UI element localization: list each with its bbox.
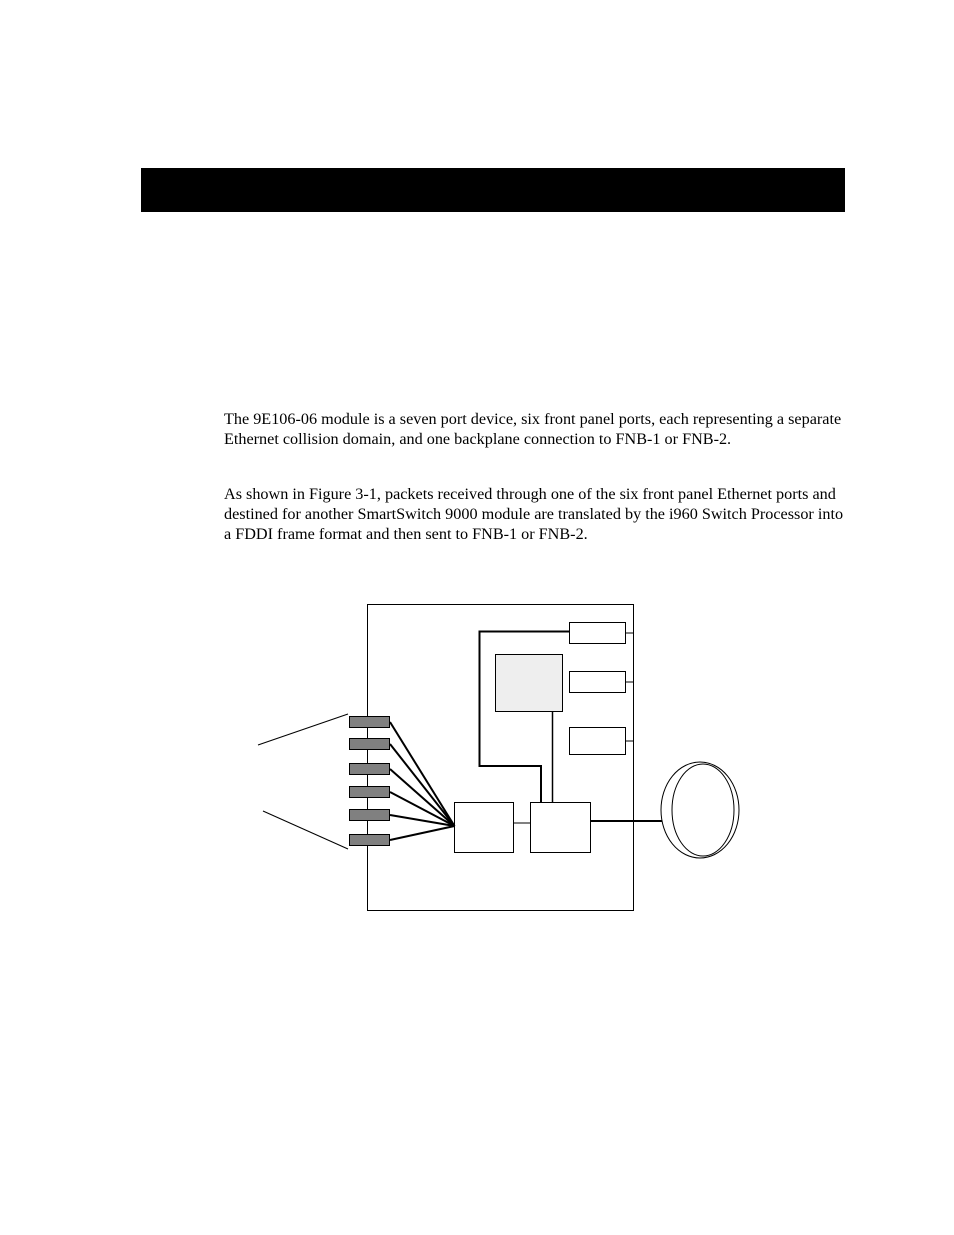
port-links	[390, 722, 455, 840]
internal-bus-line	[480, 632, 570, 803]
port-4	[350, 787, 390, 798]
callout-line-bottom	[263, 811, 348, 849]
front-panel-ports	[350, 717, 390, 846]
fddi-ring-inner	[672, 764, 734, 856]
switch-block	[531, 803, 591, 853]
interface-box-bottom	[570, 728, 626, 755]
fddi-ring-outer	[661, 762, 739, 858]
port-5	[350, 810, 390, 821]
port-6	[350, 835, 390, 846]
intro-paragraph: The 9E106-06 module is a seven port device, six front panel ports, each representing a separate Ethernet collision domain, and one backplane connection to FNB-1 or FNB-2.	[224, 410, 842, 448]
module-outline	[368, 605, 634, 911]
chapter-header-bar	[141, 168, 845, 212]
packet-flow-paragraph: As shown in Figure 3-1, packets received through one of the six front panel Ethernet ports and destined for another SmartSwitch 9000 module are translated by the i960 Switch Processor into a FDDI frame format and then sent to FNB-1 or FNB-2.	[224, 485, 844, 543]
interface-box-top	[570, 623, 626, 644]
ethernet-block	[455, 803, 514, 853]
interface-box-middle	[570, 672, 626, 693]
port-1	[350, 717, 390, 728]
port-3	[350, 764, 390, 775]
callout-line-top	[258, 714, 348, 745]
processor-block	[496, 655, 563, 712]
port-2	[350, 739, 390, 750]
